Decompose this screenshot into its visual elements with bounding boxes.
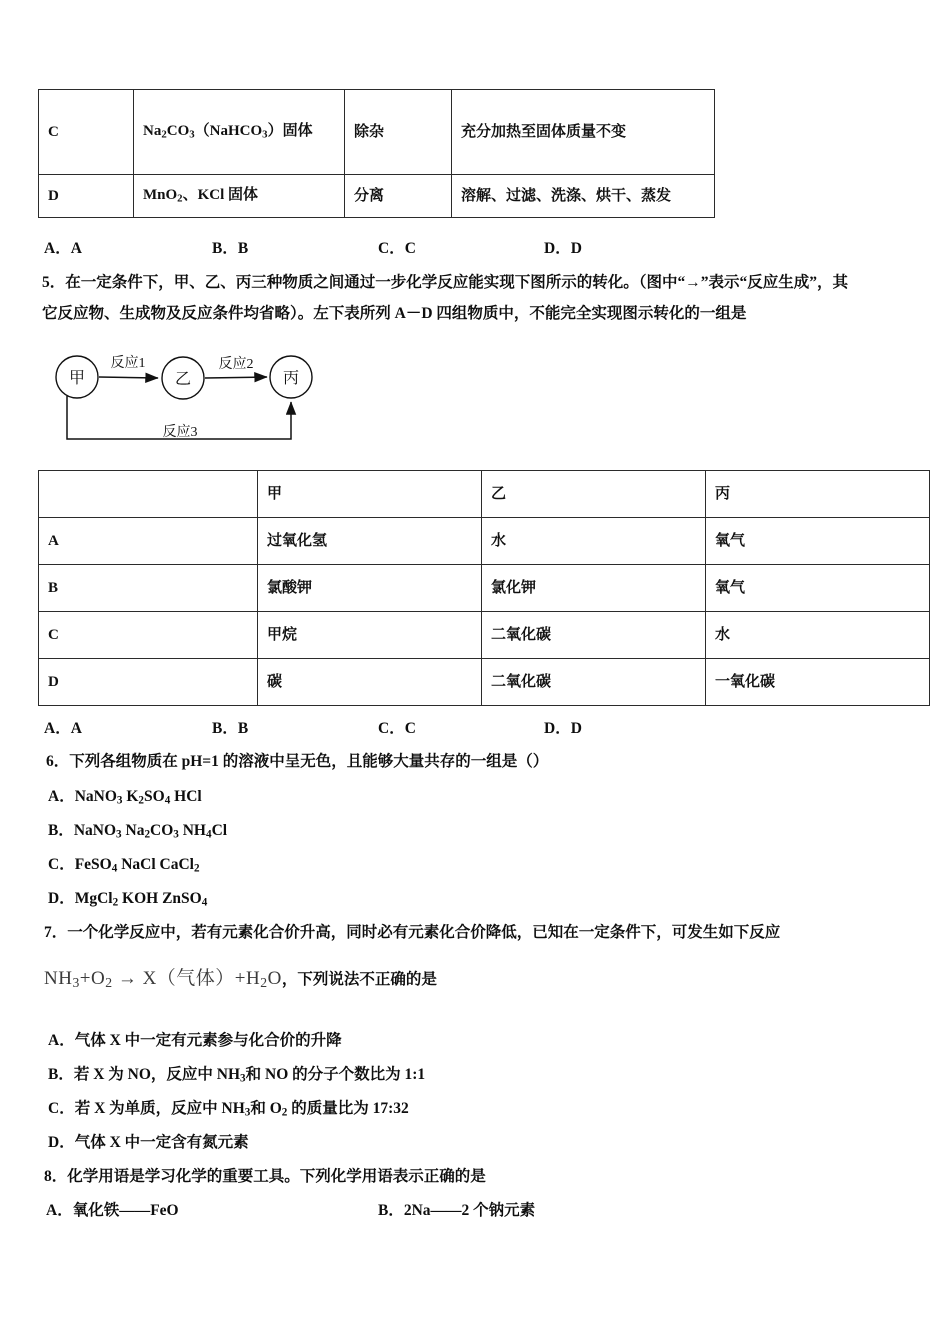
- row-substance-d: MnO$_2$、KCl 固体: [134, 175, 345, 218]
- row-method-d: 溶解、过滤、洗涤、烘干、蒸发: [452, 175, 715, 218]
- option-a-key: A．: [48, 1032, 75, 1049]
- choice-c[interactable]: C．C: [378, 240, 416, 257]
- row-operation-c: 除杂: [345, 90, 452, 175]
- option-a-key: A．: [46, 1202, 73, 1219]
- row-yi-b: 氯化钾: [482, 565, 706, 612]
- option-c[interactable]: [48, 1096, 409, 1118]
- option-c-key: C．: [48, 1100, 75, 1117]
- option-b[interactable]: [48, 1062, 425, 1084]
- row-operation-d: 分离: [345, 175, 452, 218]
- row-substance-c: $Na_2CO_3(NaHCO_3)$固体: [134, 90, 345, 175]
- edge-label-reaction3: 反应3: [162, 425, 198, 440]
- choice-c[interactable]: C．C: [378, 720, 416, 737]
- chemical-equation: $NH_3+O_2 \to X$（气体）$+H_2O$: [44, 968, 282, 990]
- table-body: [39, 471, 930, 706]
- row-label-a: A: [39, 518, 258, 565]
- option-b-key: B．: [378, 1202, 404, 1219]
- row-jia-b: 氯酸钾: [258, 565, 482, 612]
- option-c-text: FeSO$_4$ NaCl CaCl$_2$: [74, 856, 200, 875]
- choice-b[interactable]: B．B: [212, 720, 249, 737]
- row-label-d: D: [39, 659, 258, 706]
- question5-text1: 在一定条件下，甲、乙、丙三种物质之间通过一步化学反应能实现下图所示的转化。（图中“→”表示“反应生成”，其: [65, 274, 849, 291]
- question5-number: 5．: [42, 274, 66, 291]
- table-body: [39, 90, 715, 218]
- substances-table: [38, 470, 930, 706]
- header-bing: 丙: [706, 471, 930, 518]
- question7-equation-tail: ，下列说法不正确的是: [281, 971, 437, 988]
- row-label-c: C: [39, 612, 258, 659]
- option-d-key: D．: [48, 1134, 75, 1151]
- node-yi-label: 乙: [174, 371, 192, 388]
- option-a-key: A．: [48, 788, 75, 805]
- option-b-key: B．: [48, 1066, 74, 1083]
- option-b-text: NaNO$_3$ $Na_2CO_3$ $NH_4Cl$: [73, 822, 228, 841]
- option-b[interactable]: [378, 1198, 535, 1220]
- edge-yi-to-bing: [205, 377, 267, 378]
- option-d-key: D．: [48, 890, 75, 907]
- header-yi: 乙: [482, 471, 706, 518]
- option-d[interactable]: [48, 1130, 249, 1152]
- row-yi-c: 二氧化碳: [482, 612, 706, 659]
- option-c-key: C．: [48, 856, 75, 873]
- header-jia: 甲: [258, 471, 482, 518]
- option-d[interactable]: [48, 886, 207, 908]
- reaction-flow-diagram: [40, 340, 360, 455]
- option-c-text: 若 X 为单质，反应中 $NH_3$和 $O_2$ 的质量比为 17:32: [74, 1100, 409, 1119]
- edge-label-reaction2: 反应2: [218, 357, 254, 372]
- edge-jia-to-yi: [99, 377, 158, 378]
- edge-label-reaction1: 反应1: [110, 356, 146, 371]
- row-jia-d: 碳: [258, 659, 482, 706]
- choice-d[interactable]: D．D: [544, 720, 582, 737]
- node-jia-label: 甲: [68, 370, 86, 387]
- header-blank: [39, 471, 258, 518]
- option-a-text: 氧化铁——FeO: [72, 1202, 179, 1219]
- option-d-text: 气体 X 中一定含有氮元素: [74, 1134, 249, 1151]
- separation-methods-table: [38, 89, 715, 218]
- option-b-text: 2Na——2 个钠元素: [403, 1202, 536, 1219]
- row-label-d: D: [39, 175, 134, 218]
- choice-a[interactable]: A．A: [44, 720, 82, 737]
- choices-q5: [40, 716, 920, 738]
- row-bing-b: 氧气: [706, 565, 930, 612]
- table-row: [39, 565, 930, 612]
- option-a[interactable]: [48, 784, 202, 806]
- option-b-key: B．: [48, 822, 74, 839]
- row-label-b: B: [39, 565, 258, 612]
- question6-stem: 6．下列各组物质在 pH=1 的溶液中呈无色，且能够大量共存的一组是（）: [46, 753, 549, 770]
- row-bing-c: 水: [706, 612, 930, 659]
- row-bing-a: 氧气: [706, 518, 930, 565]
- table-row: [39, 175, 715, 218]
- row-yi-d: 二氧化碳: [482, 659, 706, 706]
- choice-d[interactable]: D．D: [544, 240, 582, 257]
- option-c[interactable]: [48, 852, 200, 874]
- row-jia-a: 过氧化氢: [258, 518, 482, 565]
- row-jia-c: 甲烷: [258, 612, 482, 659]
- question5-line2: 它反应物、生成物及反应条件均省略）。左下表所列 A－D 四组物质中，不能完全实现图示转化的一组是: [42, 305, 747, 322]
- choice-b[interactable]: B．B: [212, 240, 249, 257]
- option-d-text: MgCl$_2$ KOH ZnSO$_4$: [74, 890, 208, 909]
- question7-equation-line: [44, 963, 904, 1003]
- option-b-text: 若 X 为 NO，反应中 $NH_3$和 NO 的分子个数比为 1:1: [73, 1066, 426, 1085]
- question8-stem: 8．化学用语是学习化学的重要工具。下列化学用语表示正确的是: [44, 1168, 486, 1185]
- row-label-c: C: [39, 90, 134, 175]
- option-a[interactable]: [48, 1028, 342, 1050]
- choices-q4: [40, 236, 920, 258]
- table-row: [39, 659, 930, 706]
- option-a-text: NaNO$_3$ $K_2SO_4$ HCl: [74, 788, 202, 807]
- option-b[interactable]: [48, 818, 227, 840]
- table-header-row: [39, 471, 930, 518]
- table-row: [39, 90, 715, 175]
- option-a[interactable]: [46, 1198, 179, 1220]
- table-row: [39, 518, 930, 565]
- question7-stem: 7．一个化学反应中，若有元素化合价升高，同时必有元素化合价降低，已知在一定条件下，可发生如下反应: [44, 924, 781, 941]
- row-bing-d: 一氧化碳: [706, 659, 930, 706]
- choice-a[interactable]: A．A: [44, 240, 82, 257]
- table-row: [39, 612, 930, 659]
- question5-line1: [42, 271, 848, 295]
- row-method-c: 充分加热至固体质量不变: [452, 90, 715, 175]
- node-bing-label: 丙: [282, 370, 300, 387]
- option-a-text: 气体 X 中一定有元素参与化合价的升降: [74, 1032, 342, 1049]
- row-yi-a: 水: [482, 518, 706, 565]
